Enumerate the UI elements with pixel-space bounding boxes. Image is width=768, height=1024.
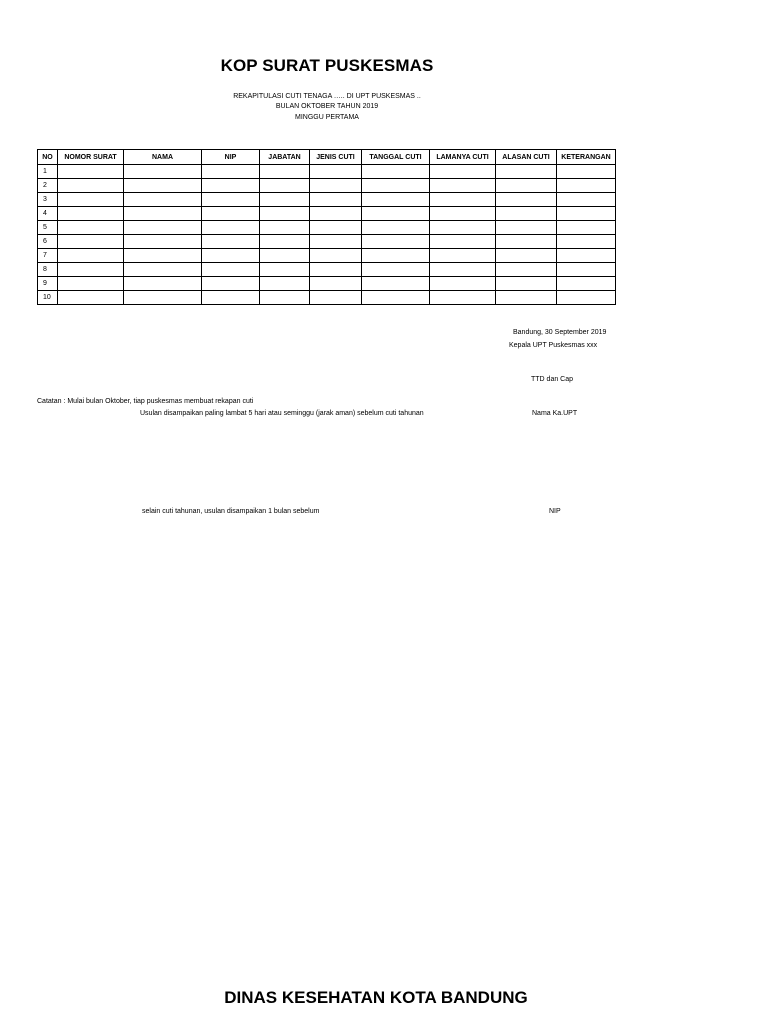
table-cell [362,165,430,179]
table-cell [430,165,496,179]
table-cell [260,235,310,249]
column-header-keterangan: KETERANGAN [557,150,616,165]
table-cell [430,193,496,207]
table-cell [430,207,496,221]
table-cell [58,193,124,207]
table-cell [58,165,124,179]
table-cell [202,221,260,235]
column-header-lamanya-cuti: LAMANYA CUTI [430,150,496,165]
table-cell [58,179,124,193]
table-cell [430,277,496,291]
column-header-jabatan: JABATAN [260,150,310,165]
table-cell [362,249,430,263]
table-row [38,249,616,263]
table-cell [124,263,202,277]
table-cell [310,235,362,249]
table-cell [430,221,496,235]
table-cell [310,277,362,291]
week-subtitle: MINGGU PERTAMA [295,114,359,121]
recap-subtitle: REKAPITULASI CUTI TENAGA ….. DI UPT PUSKESMAS .. [233,93,421,100]
table-cell [557,221,616,235]
table-cell [557,207,616,221]
column-header-no: NO [38,150,58,165]
table-cell [557,179,616,193]
table-cell [496,179,557,193]
table-cell [124,277,202,291]
note-line-3: selain cuti tahunan, usulan disampaikan 1 bulan sebelum [142,508,320,515]
row-number-cell: 7 [38,249,58,263]
table-row [38,235,616,249]
note-line-1: Catatan : Mulai bulan Oktober, tiap puskesmas membuat rekapan cuti [37,398,254,405]
table-cell [362,277,430,291]
leave-recap-table [37,149,616,305]
column-header-nama: NAMA [124,150,202,165]
table-cell [496,221,557,235]
table-cell [430,291,496,305]
signature-stamp-label: TTD dan Cap [531,376,574,383]
table-cell [362,207,430,221]
row-number-cell: 8 [38,263,58,277]
table-row [38,179,616,193]
table-cell [202,165,260,179]
table-header-row [38,150,616,165]
table-cell [124,165,202,179]
row-number-cell: 5 [38,221,58,235]
table-row [38,193,616,207]
table-row [38,165,616,179]
table-row [38,263,616,277]
table-cell [496,235,557,249]
table-cell [430,235,496,249]
column-header-nip: NIP [202,150,260,165]
table-cell [58,263,124,277]
page-title: KOP SURAT PUSKESMAS [220,56,434,75]
table-cell [310,165,362,179]
row-number-cell: 1 [38,165,58,179]
table-cell [557,291,616,305]
table-cell [362,263,430,277]
table-cell [310,207,362,221]
table-cell [58,291,124,305]
table-body [38,165,616,305]
table-cell [310,263,362,277]
table-cell [557,263,616,277]
table-cell [124,207,202,221]
table-cell [557,249,616,263]
table-cell [557,193,616,207]
table-cell [58,249,124,263]
table-cell [496,207,557,221]
table-cell [310,291,362,305]
table-row [38,221,616,235]
table-cell [202,263,260,277]
table-cell [496,291,557,305]
table-cell [260,249,310,263]
table-row [38,291,616,305]
signature-nip: NIP [549,508,561,515]
table-cell [496,249,557,263]
table-cell [430,249,496,263]
signature-name: Nama Ka.UPT [532,410,578,417]
table-cell [310,193,362,207]
table-cell [310,249,362,263]
table-cell [202,249,260,263]
row-number-cell: 9 [38,277,58,291]
note-line-2: Usulan disampaikan paling lambat 5 hari atau seminggu (jarak aman) sebelum cuti tahunan [140,410,424,417]
table-cell [496,165,557,179]
table-cell [362,291,430,305]
table-cell [124,221,202,235]
table-cell [260,221,310,235]
row-number-cell: 2 [38,179,58,193]
table-cell [58,207,124,221]
signature-position: Kepala UPT Puskesmas xxx [509,342,598,349]
table-cell [260,277,310,291]
table-cell [557,235,616,249]
table-cell [202,277,260,291]
table-cell [58,221,124,235]
column-header-tanggal-cuti: TANGGAL CUTI [362,150,430,165]
table-cell [202,235,260,249]
table-cell [124,193,202,207]
table-cell [362,193,430,207]
table-cell [496,193,557,207]
table-cell [260,207,310,221]
table-cell [260,291,310,305]
table-cell [58,277,124,291]
table-cell [260,193,310,207]
table-cell [362,235,430,249]
table-cell [260,179,310,193]
footer-title: DINAS KESEHATAN KOTA BANDUNG [224,988,528,1007]
table-cell [430,179,496,193]
table-cell [310,179,362,193]
column-header-jenis-cuti: JENIS CUTI [310,150,362,165]
table-cell [202,207,260,221]
row-number-cell: 4 [38,207,58,221]
table-cell [260,263,310,277]
column-header-alasan-cuti: ALASAN CUTI [496,150,557,165]
signature-date: Bandung, 30 September 2019 [513,329,607,336]
table-cell [557,165,616,179]
table-row [38,277,616,291]
table-cell [310,221,362,235]
row-number-cell: 6 [38,235,58,249]
table-cell [260,165,310,179]
table-cell [362,179,430,193]
row-number-cell: 10 [38,291,58,305]
row-number-cell: 3 [38,193,58,207]
table-cell [557,277,616,291]
table-cell [496,263,557,277]
table-cell [430,263,496,277]
table-cell [496,277,557,291]
table-cell [202,291,260,305]
table-cell [124,291,202,305]
table-cell [202,193,260,207]
table-cell [58,235,124,249]
table-cell [124,249,202,263]
column-header-nomor-surat: NOMOR SURAT [58,150,124,165]
table-row [38,207,616,221]
table-cell [362,221,430,235]
table-cell [124,235,202,249]
table-cell [124,179,202,193]
table-cell [202,179,260,193]
month-year-subtitle: BULAN OKTOBER TAHUN 2019 [275,103,379,110]
